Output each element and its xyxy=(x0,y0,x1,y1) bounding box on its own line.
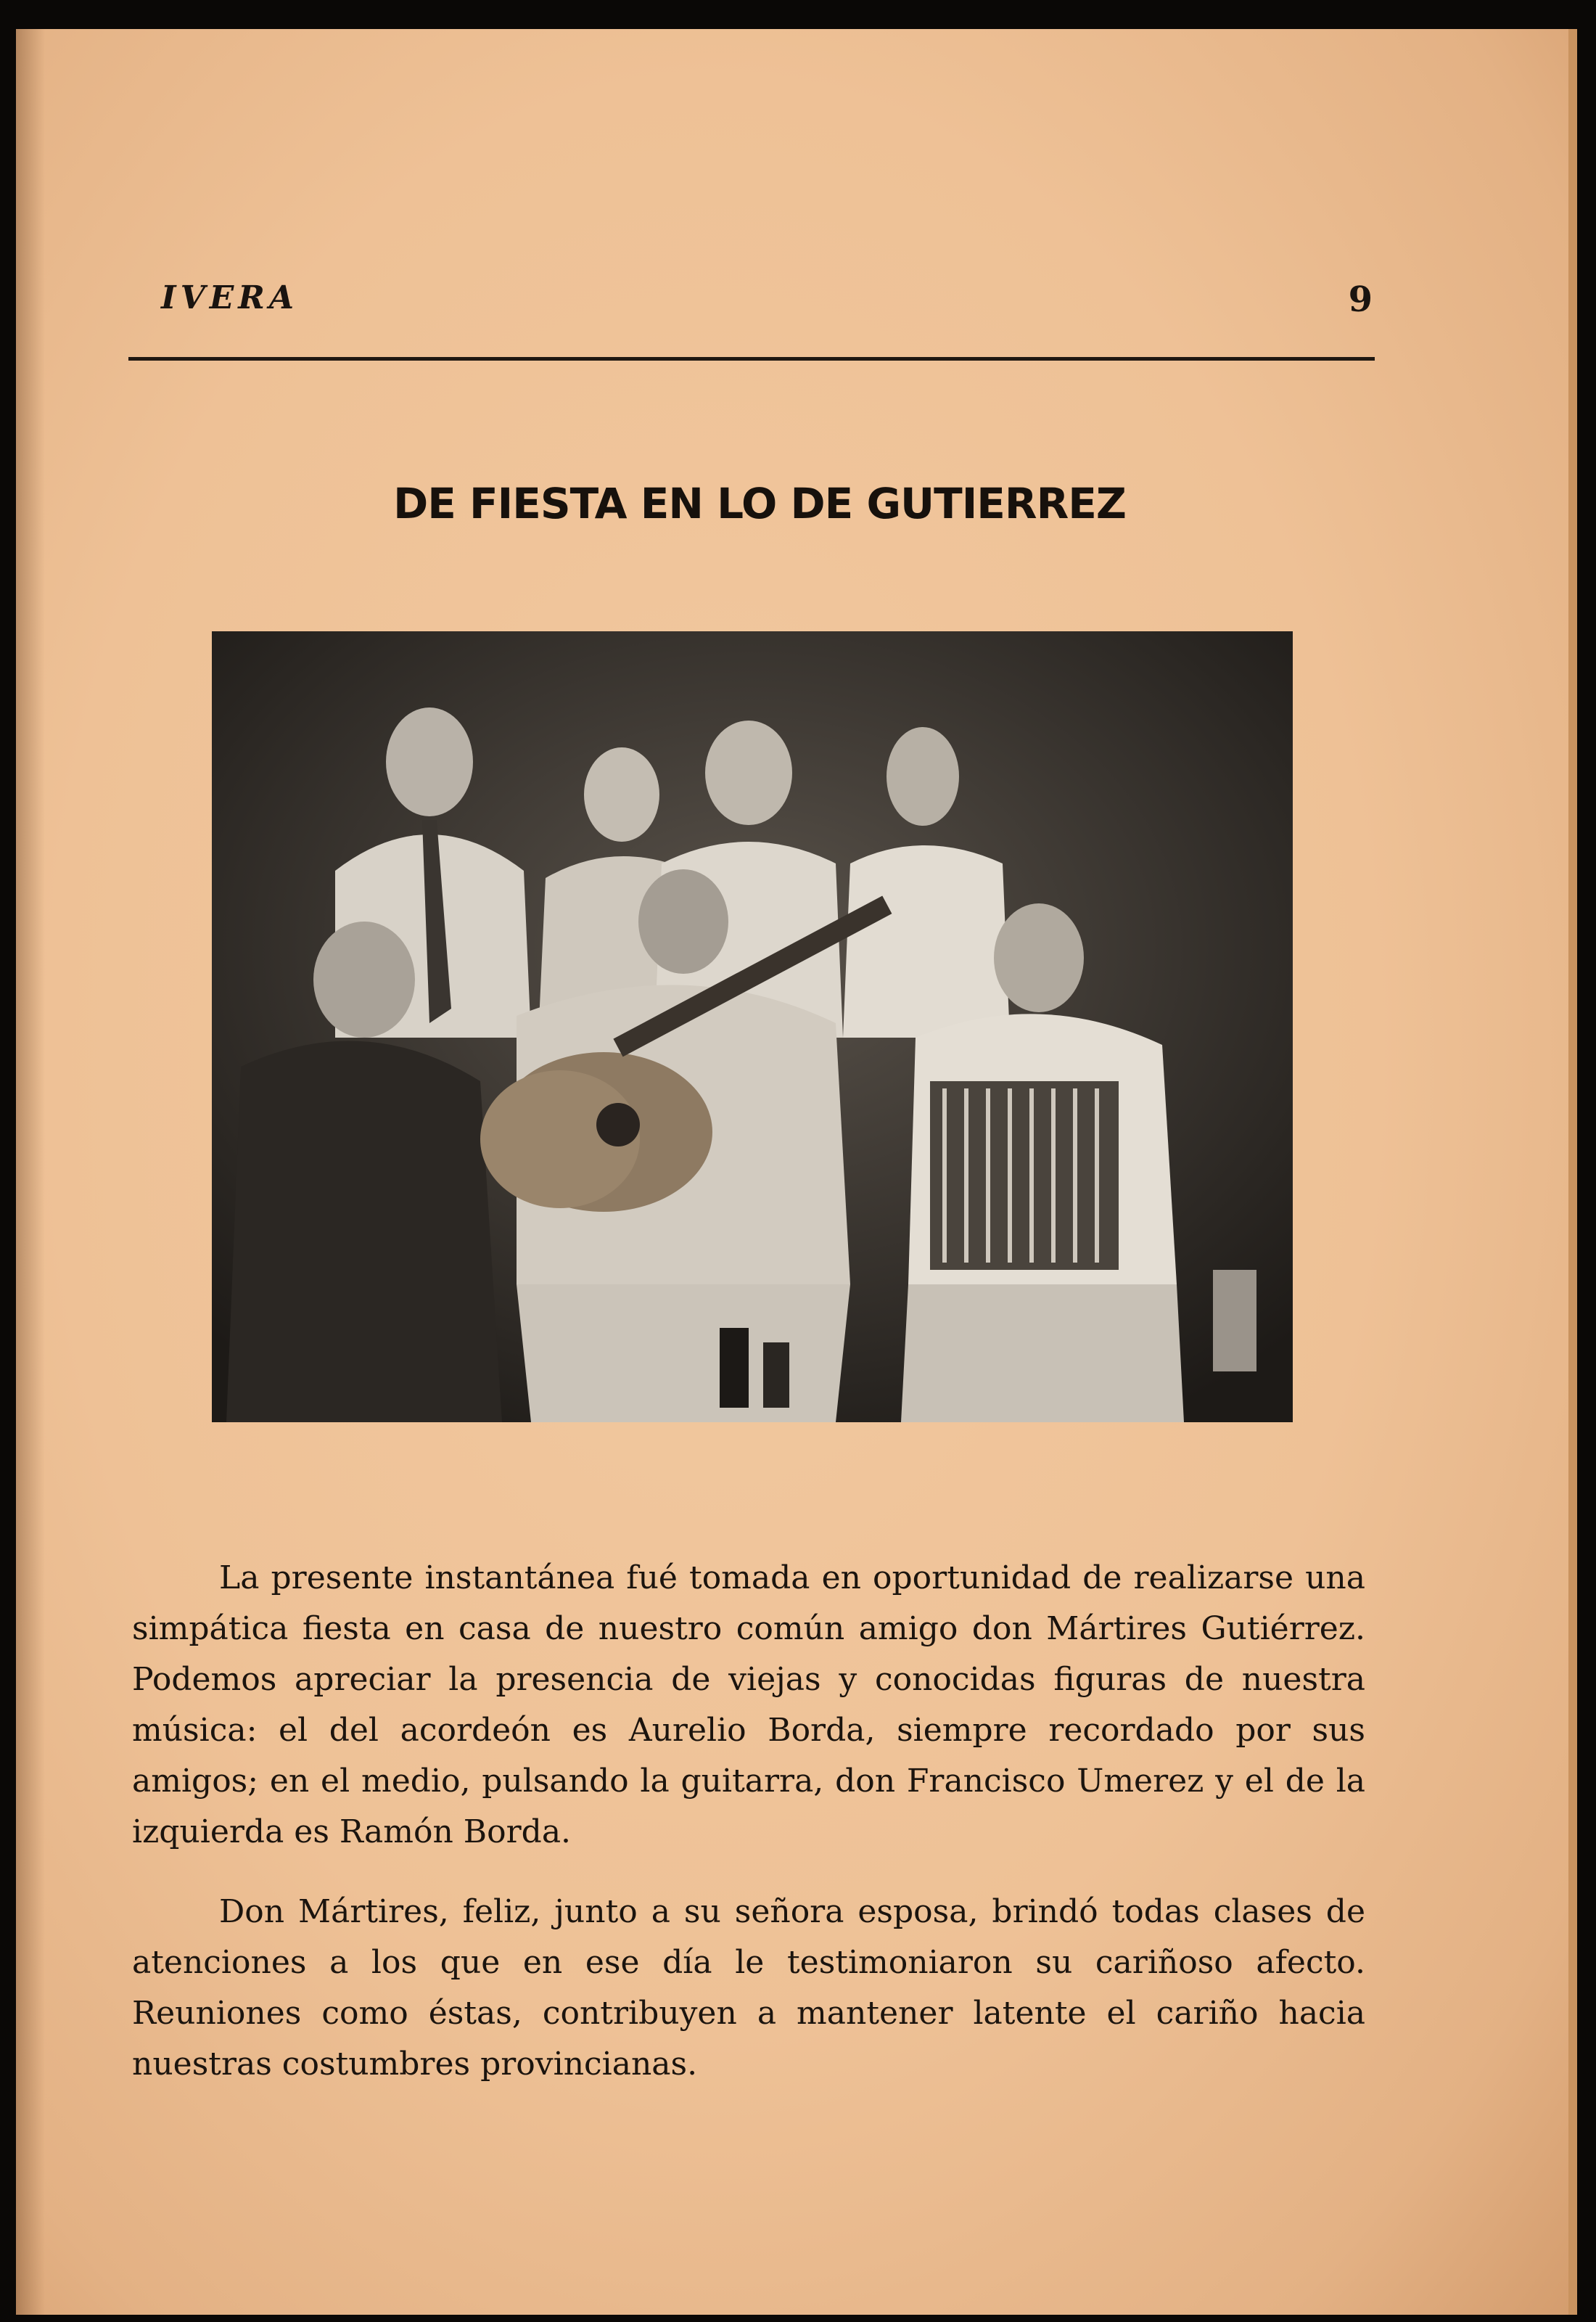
article-body xyxy=(132,1553,1365,2119)
paragraph-2: Don Mártires, feliz, junto a su señora esposa, brindó todas clases de atenciones a los que en ese día le testimoniaron su cariñoso afecto. Reuniones como éstas, contribuyen a mantener latente el cariño hacia nuestras costumbres provincianas. xyxy=(132,1893,1365,2083)
magazine-page xyxy=(16,29,1577,2315)
spine-shadow xyxy=(16,29,45,2315)
magazine-name: IVERA xyxy=(161,279,298,316)
header-rule xyxy=(128,357,1375,361)
paragraph-1: La presente instantánea fué tomada en oportunidad de realizarse una simpática fiesta en casa de nuestro común amigo don Mártires Gutiérrez. Podemos apreciar la presencia de viejas y conocidas figuras de nuestra música: el del acordeón es Aurelio Borda, siempre recordado por sus amigos; en el medio, pulsando la guitarra, don Francisco Umerez y el de la izquierda es Ramón Borda. xyxy=(132,1559,1365,1850)
musicians-photo-illustration xyxy=(212,631,1293,1422)
running-header xyxy=(161,279,1373,330)
page-number: 9 xyxy=(1348,279,1373,320)
article-title: DE FIESTA EN LO DE GUTIERREZ xyxy=(393,479,1126,528)
article-photo xyxy=(212,631,1293,1422)
